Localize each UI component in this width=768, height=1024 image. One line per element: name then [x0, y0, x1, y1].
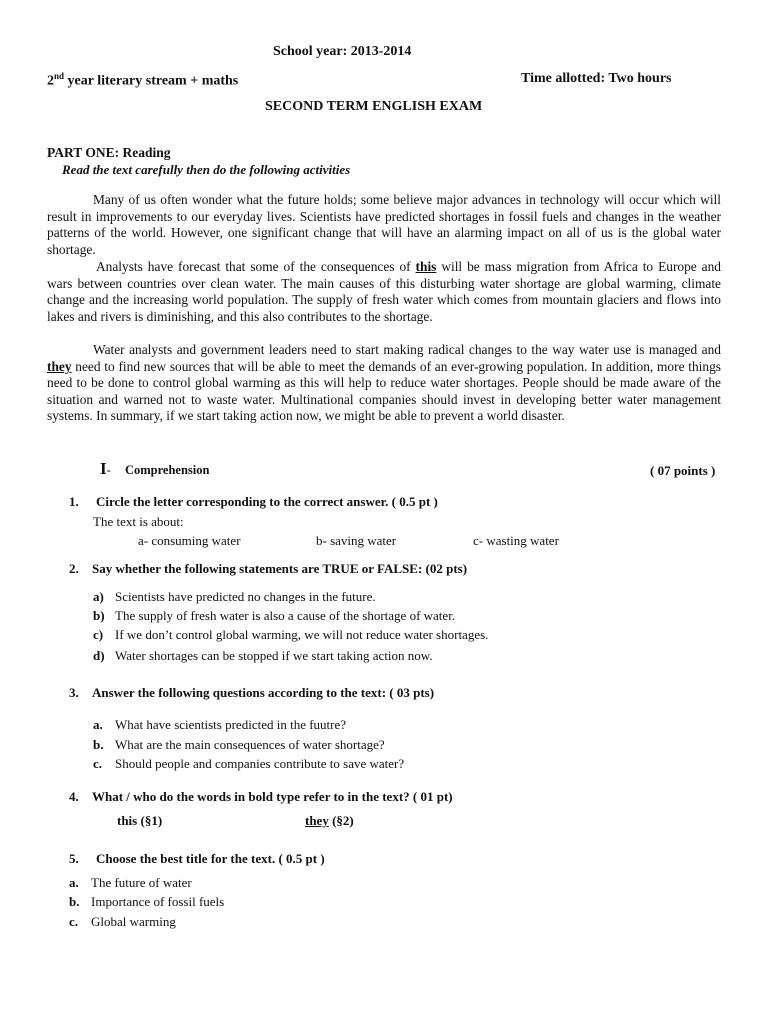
question-4: 4. What / who do the words in bold type refer to in the text? ( 01 pt) [69, 789, 453, 804]
question-2-item-a: a) Scientists have predicted no changes in the future. [93, 589, 376, 604]
exam-title: SECOND TERM ENGLISH EXAM [265, 99, 483, 114]
passage-paragraph-2: Analysts have forecast that some of the consequences of this will be mass migration from Africa to Europe and wars between countries over clean water. The main causes of this disturbing water shortage are global warming, climate change and the increasing world population. The supply of fresh water which comes from mountain glaciers and flows into lakes and rivers is diminishing, and this also contributes to the shortage. [47, 259, 721, 324]
question-2-item-c: c) If we don’t control global warming, we will not reduce water shortages. [93, 627, 489, 642]
question-1-option-c: c- wasting water [473, 533, 559, 548]
question-3: 3. Answer the following questions according to the text: ( 03 pts) [69, 685, 435, 700]
bold-word-this: this [415, 259, 437, 274]
question-3-item-c: c. Should people and companies contribute to save water? [93, 756, 405, 771]
part-one-instruction: Read the text carefully then do the following activities [62, 162, 351, 177]
question-4-ref-this: this (§1) [117, 813, 163, 828]
question-5-item-b: b. Importance of fossil fuels [69, 894, 225, 909]
part-one-title: PART ONE: Reading [47, 145, 171, 160]
question-5: 5. Choose the best title for the text. ( 0.5 pt ) [69, 851, 325, 866]
question-2-item-d: d) Water shortages can be stopped if we start taking action now. [93, 648, 433, 663]
question-2-item-b: b) The supply of fresh water is also a cause of the shortage of water. [93, 608, 456, 623]
passage-paragraph-3: Water analysts and government leaders need to start making radical changes to the way water use is managed and they need to find new sources that will be able to meet the demands of an ever-growing population. In addition, more things need to be done to control global warming as this will help to reduce water shortages. People should be made aware of the situation and warned not to waste water. Multinational companies should invest in developing better water management systems. In summary, if we start taking action now, we might be able to prevent a world disaster. [47, 342, 721, 424]
stream-line: 2nd year literary stream + maths [47, 71, 239, 89]
comprehension-points: ( 07 points ) [650, 463, 716, 478]
question-5-item-c: c. Global warming [69, 914, 176, 929]
passage-paragraph-1: Many of us often wonder what the future holds; some believe major advances in technology will occur which will result in improvements to our everyday lives. Scientists have predicted shortages in fossil fuels and changes in the weather patterns of the world. However, one significant change that will have an alarming impact on all of us is the global water shortage. [47, 192, 721, 257]
question-3-item-b: b. What are the main consequences of water shortage? [93, 737, 385, 752]
question-1-option-a: a- consuming water [138, 533, 241, 548]
school-year: School year: 2013-2014 [273, 44, 412, 59]
question-3-item-a: a. What have scientists predicted in the fuutre? [93, 717, 347, 732]
question-1-stem: The text is about: [93, 514, 184, 529]
question-1: 1. Circle the letter corresponding to the correct answer. ( 0.5 pt ) [69, 494, 438, 509]
question-5-item-a: a. The future of water [69, 875, 192, 890]
bold-word-they: they [47, 358, 72, 374]
time-allotted: Time allotted: Two hours [521, 71, 672, 86]
question-1-option-b: b- saving water [316, 533, 397, 548]
question-4-ref-they: they (§2) [305, 813, 354, 828]
comprehension-heading: I- Comprehension [100, 459, 210, 478]
question-2: 2. Say whether the following statements are TRUE or FALSE: (02 pts) [69, 561, 468, 576]
